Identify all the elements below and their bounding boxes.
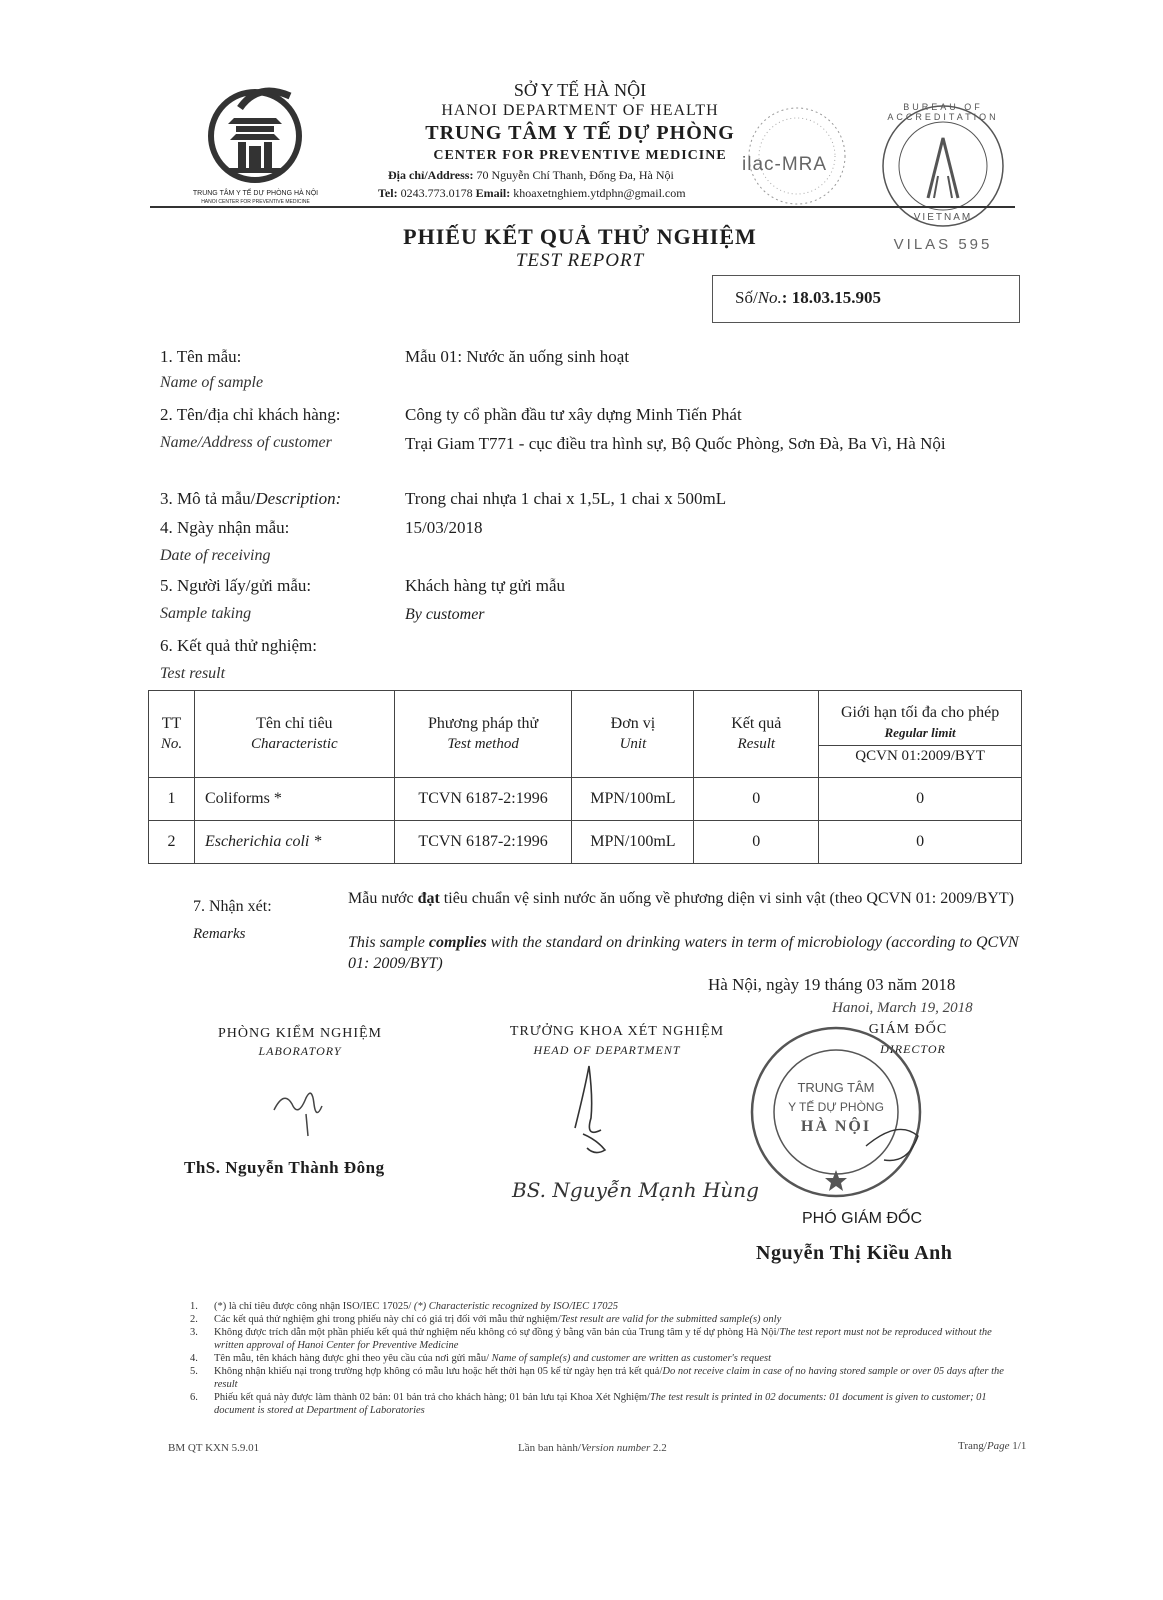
report-date-vi: Hà Nội, ngày 19 tháng 03 năm 2018: [708, 975, 956, 994]
info-value-5-en: By customer: [405, 606, 485, 623]
remarks-en: This sample complies with the standard on drinking waters in term of microbiology (according to QCVN 01: 2009/BYT): [348, 934, 1019, 972]
ilac-mra-mark: [742, 96, 852, 216]
col-header-method: Phương pháp thử Test method: [394, 691, 572, 778]
cell-limit: 0: [819, 821, 1022, 864]
hanoi-logo: [180, 78, 330, 208]
info-label-3-en: Description:: [255, 489, 342, 508]
report-title-vi: PHIẾU KẾT QUẢ THỬ NGHIỆM: [403, 224, 757, 249]
col-header-result: Kết quả Result: [694, 691, 819, 778]
cell-no: 1: [149, 778, 195, 821]
accreditation-seal: [868, 98, 1018, 258]
seal-line-1: TRUNG TÂM: [797, 1080, 875, 1095]
lab-signature-icon: [262, 1070, 352, 1140]
address-value: 70 Nguyễn Chí Thanh, Đống Đa, Hà Nội: [476, 168, 674, 182]
info-label-en-5: Sample taking: [160, 605, 252, 622]
dept-vi: SỞ Y TẾ HÀ NỘI: [513, 80, 647, 100]
head-title: TRƯỞNG KHOA XÉT NGHIỆM: [509, 1024, 725, 1039]
info-value-4: 15/03/2018: [405, 518, 483, 537]
footnote-item: 6. Phiếu kết quả này được làm thành 02 bản: 01 bản trả cho khách hàng; 01 bản lưu tại Khoa Xét Nghiệm/The test result is printed in 02 documents: 01 document is given to customer; 01 document is stored at Department of Laboratories: [190, 1392, 987, 1416]
report-number-box: [712, 275, 1020, 323]
tel-label: Tel:: [378, 186, 398, 200]
footnotes: [190, 1300, 1020, 1417]
director-title-en: DIRECTOR: [880, 1042, 946, 1056]
page-number: Trang/Page 1/1: [958, 1440, 1027, 1452]
accreditation-ring-text: BUREAU OF ACCREDITATION: [887, 102, 999, 122]
info-value-5: Khách hàng tự gửi mẫu: [405, 576, 566, 595]
lab-title-en: LABORATORY: [258, 1044, 342, 1058]
cell-no: 2: [149, 821, 195, 864]
remarks-label-en: Remarks: [193, 926, 246, 942]
vilas-number: VILAS 595: [893, 236, 993, 253]
remarks-label: 7. Nhận xét:: [193, 898, 272, 915]
footnote-item: 1. (*) là chỉ tiêu được công nhận ISO/IEC 17025/ (*) Characteristic recognized by ISO/IEC 17025: [190, 1301, 618, 1312]
cell-result: 0: [694, 821, 819, 864]
ilac-text: ilac-MRA: [742, 154, 828, 175]
cell-unit: MPN/100mL: [572, 778, 694, 821]
info-label-en-1: Name of sample: [160, 374, 264, 391]
results-table: [148, 690, 1022, 864]
cell-result: 0: [694, 778, 819, 821]
info-label-2: 2. Tên/địa chỉ khách hàng:: [160, 405, 341, 424]
info-value-2: Công ty cổ phần đầu tư xây dựng Minh Tiến Phát: [405, 405, 742, 424]
info-label-3: [160, 489, 341, 509]
info-label-1: 1. Tên mẫu:: [160, 347, 242, 366]
info-label-4: 4. Ngày nhận mẫu:: [160, 518, 290, 537]
footnote-item: 4. Tên mẫu, tên khách hàng được ghi theo yêu cầu của nơi gửi mẫu/ Name of sample(s) and customer are written as customer's request: [190, 1353, 772, 1364]
report-date-en: Hanoi, March 19, 2018: [832, 1000, 973, 1016]
cell-characteristic: Coliforms *: [194, 778, 394, 821]
contact-line: [378, 186, 686, 201]
footnote-item: 5. Không nhận khiếu nại trong trường hợp không có mẫu lưu hoặc hết thời hạn 05 kể từ ngày hẹn trả kết quả/Do not receive claim in case of no having stored sample or over 05 days after the result: [190, 1366, 1004, 1390]
col-header-unit: Đơn vị Unit: [572, 691, 694, 778]
logo-caption-en: HANOI CENTER FOR PREVENTIVE MEDICINE: [201, 199, 310, 205]
head-signer-name-text: BS. Nguyễn Mạnh Hùng: [512, 1178, 759, 1202]
email-label: Email:: [475, 186, 511, 200]
info-value-2-address: Trại Giam T771 - cục điều tra hình sự, Bộ Quốc Phòng, Sơn Đà, Ba Vì, Hà Nội: [405, 434, 946, 453]
center-vi: TRUNG TÂM Y TẾ DỰ PHÒNG: [425, 122, 735, 144]
pagoda-logo-icon: [180, 78, 330, 190]
report-title-en: TEST REPORT: [515, 250, 645, 271]
version-number: Lần ban hành/Version number 2.2: [518, 1442, 667, 1454]
dept-en: HANOI DEPARTMENT OF HEALTH: [441, 102, 719, 119]
seal-line-3: HÀ NỘI: [800, 1118, 872, 1135]
info-value-3: Trong chai nhựa 1 chai x 1,5L, 1 chai x 500mL: [405, 489, 727, 508]
tel-value: 0243.773.0178: [400, 186, 473, 200]
head-signature-icon: [545, 1058, 635, 1158]
info-label-3-vi: 3. Mô tả mẫu/: [160, 489, 256, 508]
col-header-limit: Giới hạn tối đa cho phép Regular limit QCVN 01:2009/BYT: [819, 691, 1022, 778]
info-label-en-4: Date of receiving: [160, 547, 271, 564]
director-title: GIÁM ĐỐC: [868, 1022, 948, 1037]
address-label: Địa chỉ/Address:: [388, 168, 474, 182]
col-header-no: TT No.: [149, 691, 195, 778]
deputy-director-name: Nguyễn Thị Kiều Anh: [756, 1242, 953, 1264]
lab-signer-name: ThS. Nguyễn Thành Đông: [184, 1158, 385, 1177]
center-en: CENTER FOR PREVENTIVE MEDICINE: [433, 148, 727, 163]
info-label-5: 5. Người lấy/gửi mẫu:: [160, 576, 312, 595]
col-header-characteristic: Tên chỉ tiêu Characteristic: [194, 691, 394, 778]
report-number-label: Số/: [735, 288, 758, 307]
form-code: BM QT KXN 5.9.01: [168, 1442, 260, 1454]
report-number: : 18.03.15.905: [781, 288, 881, 307]
cell-method: TCVN 6187-2:1996: [394, 778, 572, 821]
deputy-director-title: PHÓ GIÁM ĐỐC: [802, 1210, 923, 1227]
head-signer-name: [512, 1178, 759, 1203]
info-label-en-6: Test result: [160, 665, 226, 682]
info-label-en-2: Name/Address of customer: [160, 434, 332, 451]
lab-title: PHÒNG KIỂM NGHIỆM: [218, 1026, 382, 1041]
info-value-1: Mẫu 01: Nước ăn uống sinh hoạt: [405, 347, 630, 366]
table-row: [149, 778, 1022, 821]
report-number-label-en: No.: [757, 288, 782, 307]
email-value: khoaxetnghiem.ytdphn@gmail.com: [513, 186, 686, 200]
footnote-item: 2. Các kết quả thử nghiệm ghi trong phiếu này chỉ có giá trị đối với mẫu thử nghiệm/Test result are valid for the submitted sample(s) only: [190, 1314, 782, 1325]
cell-characteristic: Escherichia coli *: [194, 821, 394, 864]
cell-method: TCVN 6187-2:1996: [394, 821, 572, 864]
head-title-en: HEAD OF DEPARTMENT: [533, 1043, 681, 1057]
footnote-item: 3. Không được trích dẫn một phần phiếu kết quả thử nghiệm nếu không có sự đồng ý bằng văn bản của Trung tâm y tế dự phòng Hà Nội/The test report must not be reproduced without the written approval of Hanoi Center for Preventive Medicine: [190, 1327, 992, 1351]
logo-caption-vi: TRUNG TÂM Y TẾ DỰ PHÒNG HÀ NỘI: [192, 190, 319, 197]
official-seal: [748, 1024, 924, 1200]
seal-line-2: Y TẾ DỰ PHÒNG: [788, 1100, 884, 1114]
accreditation-country: VIETNAM: [913, 212, 973, 223]
info-label-6: 6. Kết quả thử nghiệm:: [160, 636, 317, 655]
table-header-row: [149, 691, 1022, 778]
header-rule: [150, 206, 1015, 208]
address-line: [388, 168, 674, 183]
remarks-vi: Mẫu nước đạt tiêu chuẩn vệ sinh nước ăn uống về phương diện vi sinh vật (theo QCVN 01: 2009/BYT): [348, 890, 1014, 907]
table-row: [149, 821, 1022, 864]
cell-limit: 0: [819, 778, 1022, 821]
cell-unit: MPN/100mL: [572, 821, 694, 864]
